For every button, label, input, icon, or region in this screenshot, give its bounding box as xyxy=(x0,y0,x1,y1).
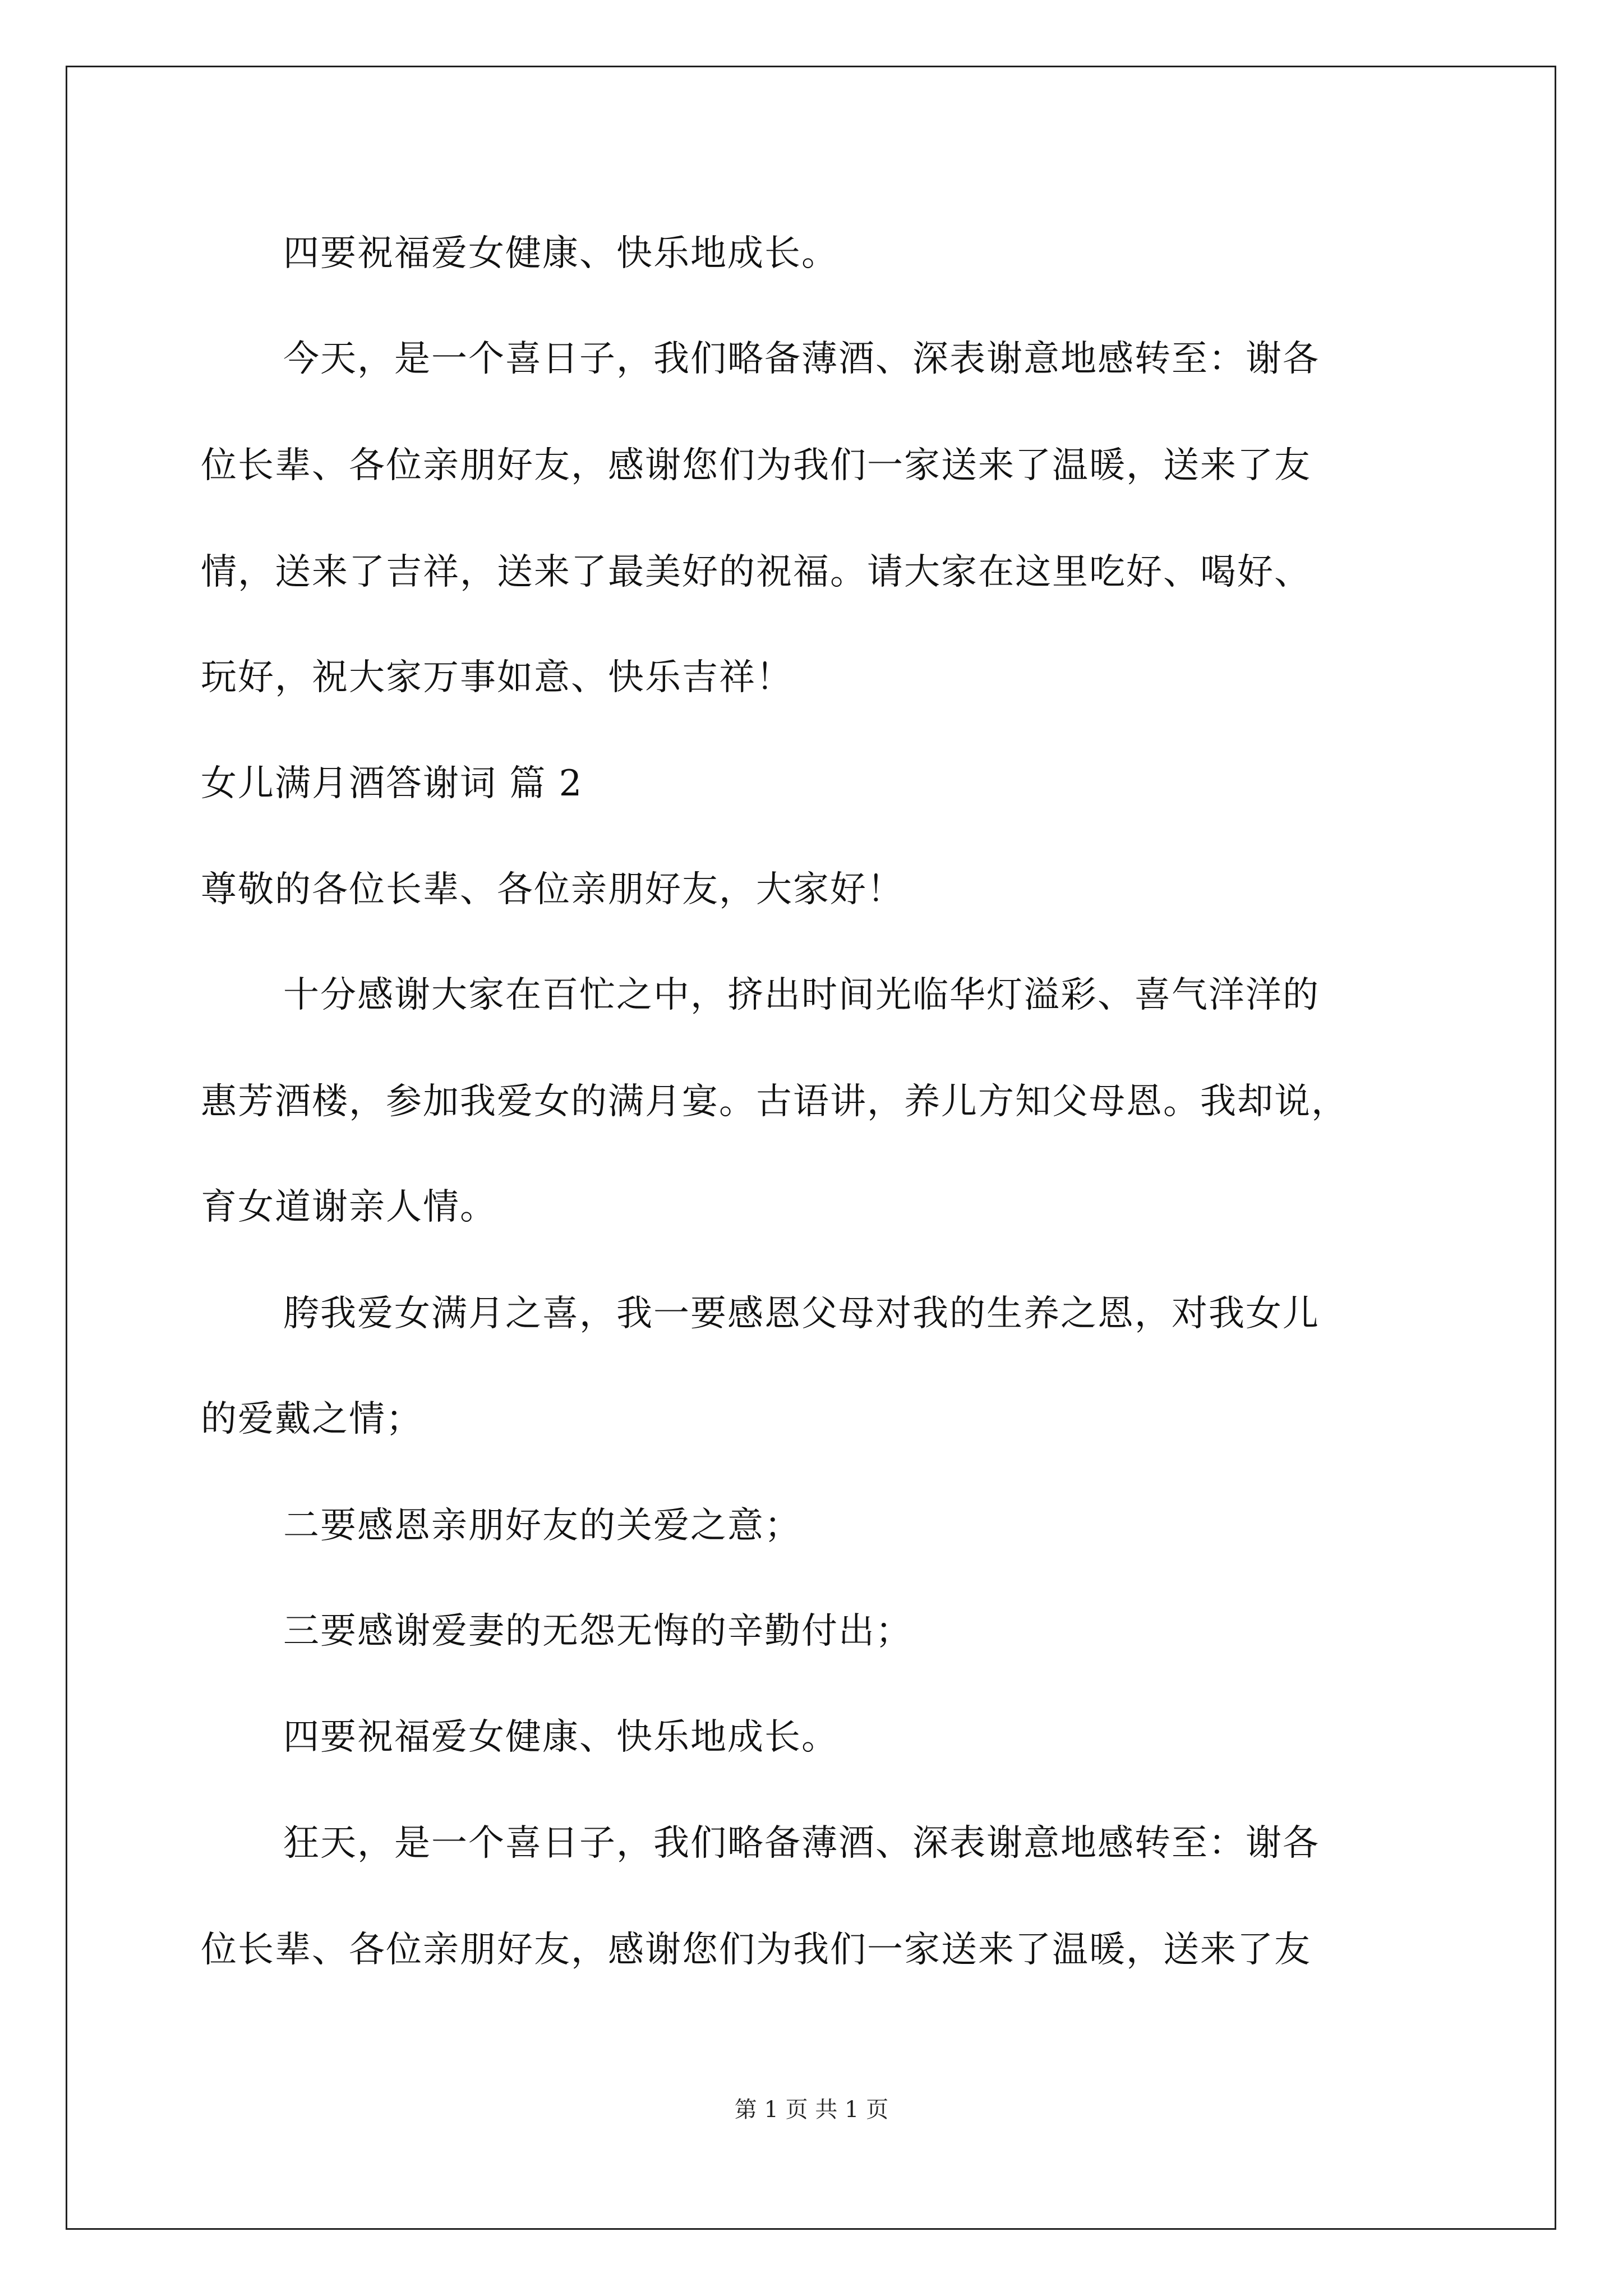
section-heading: 女儿满月酒答谢词 篇 2 xyxy=(201,763,583,804)
paragraph-line: 胯我爱女满月之喜，我一要感恩父母对我的生养之恩，对我女儿 xyxy=(283,1293,1320,1335)
paragraph-line: 二要感恩亲朋好友的关爱之意； xyxy=(283,1505,801,1547)
paragraph-line: 四要祝福爱女健康、快乐地成长。 xyxy=(283,1717,838,1758)
paragraph-line: 四要祝福爱女健康、快乐地成长。 xyxy=(283,233,838,274)
paragraph-line: 今天，是一个喜日子，我们略备薄酒、深表谢意地感转至：谢各 xyxy=(283,338,1320,380)
paragraph-line: 玩好，祝大家万事如意、快乐吉祥！ xyxy=(201,657,793,698)
paragraph-line: 狂天，是一个喜日子，我们略备薄酒、深表谢意地感转至：谢各 xyxy=(283,1823,1320,1864)
paragraph-line: 位长辈、各位亲朋好友，感谢您们为我们一家送来了温暖，送来了友 xyxy=(201,445,1311,486)
paragraph-line: 情，送来了吉祥，送来了最美好的祝福。请大家在这里吃好、喝好、 xyxy=(201,551,1311,593)
paragraph-line: 的爱戴之情； xyxy=(201,1398,423,1440)
paragraph-line: 惠芳酒楼，参加我爱女的满月宴。古语讲，养儿方知父母恩。我却说， xyxy=(201,1081,1348,1122)
page-border xyxy=(66,66,1556,2230)
paragraph-line: 三要感谢爱妻的无怨无悔的辛勤付出； xyxy=(283,1611,912,1652)
paragraph-line: 位长辈、各位亲朋好友，感谢您们为我们一家送来了温暖，送来了友 xyxy=(201,1929,1311,1971)
paragraph-line: 十分感谢大家在百忙之中，挤出时间光临华灯溢彩、喜气洋洋的 xyxy=(283,974,1320,1016)
paragraph-line: 育女道谢亲人情。 xyxy=(201,1186,497,1228)
salutation-line: 尊敬的各位长辈、各位亲朋好友，大家好！ xyxy=(201,869,904,910)
page-number-footer: 第 1 页 共 1 页 xyxy=(734,2097,889,2123)
